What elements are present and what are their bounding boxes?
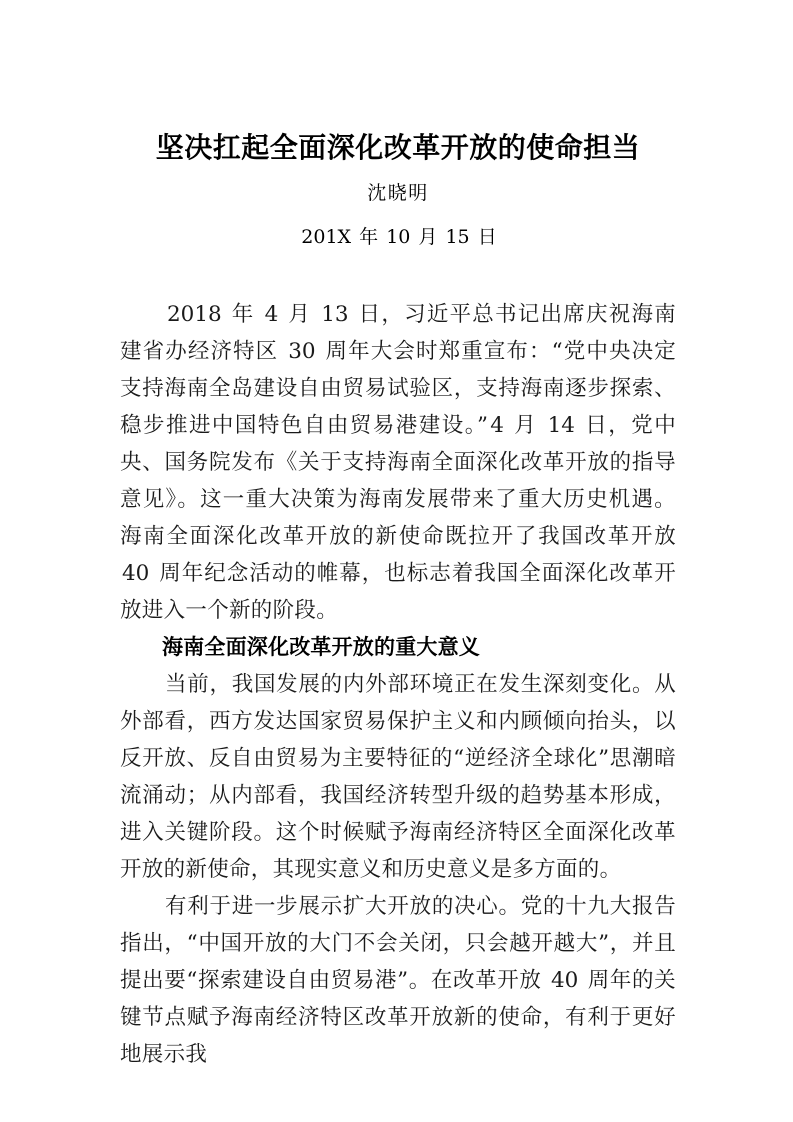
document-body: [120, 250, 676, 1073]
body-paragraph: 当前，我国发展的内外部环境正在发生深刻变化。从外部看，西方发达国家贸易保护主义和内顾倾向抬头，以反开放、反自由贸易为主要特征的“逆经济全球化”思潮暗流涌动；从内部看，我国经济转型升级的趋势基本形成，进入关键阶段。这个时候赋予海南经济特区全面深化改革开放的新使命，其现实意义和历史意义是多方面的。: [120, 672, 676, 882]
document-content-column: [120, 0, 676, 1073]
document-author: 沈晓明: [367, 182, 429, 204]
section-heading: 海南全面深化改革开放的重大意义: [162, 635, 480, 659]
body-paragraph: 有利于进一步展示扩大开放的决心。党的十九大报告指出，“中国开放的大门不会关闭，只会越开越大”，并且提出要“探索建设自由贸易港”。在改革开放 40 周年的关键节点赋予海南经济特区改革开放新的使命，有利于更好地展示我: [120, 894, 676, 1067]
document-date: 201X 年 10 月 15 日: [301, 226, 497, 248]
page-title: 坚决扛起全面深化改革开放的使命担当: [155, 131, 641, 164]
body-paragraph: 2018 年 4 月 13 日，习近平总书记出席庆祝海南建省办经济特区 30 周年大会时郑重宣布：“党中央决定支持海南全岛建设自由贸易试验区，支持海南逐步探索、稳步推进中国特色自由贸易港建设。”4 月 14 日，党中央、国务院发布《关于支持海南全面深化改革开放的指导意见》。这一重大决策为海南发展带来了重大历史机遇。海南全面深化改革开放的新使命既拉开了我国改革开放 40 周年纪念活动的帷幕，也标志着我国全面深化改革开放进入一个新的阶段。: [120, 302, 677, 623]
